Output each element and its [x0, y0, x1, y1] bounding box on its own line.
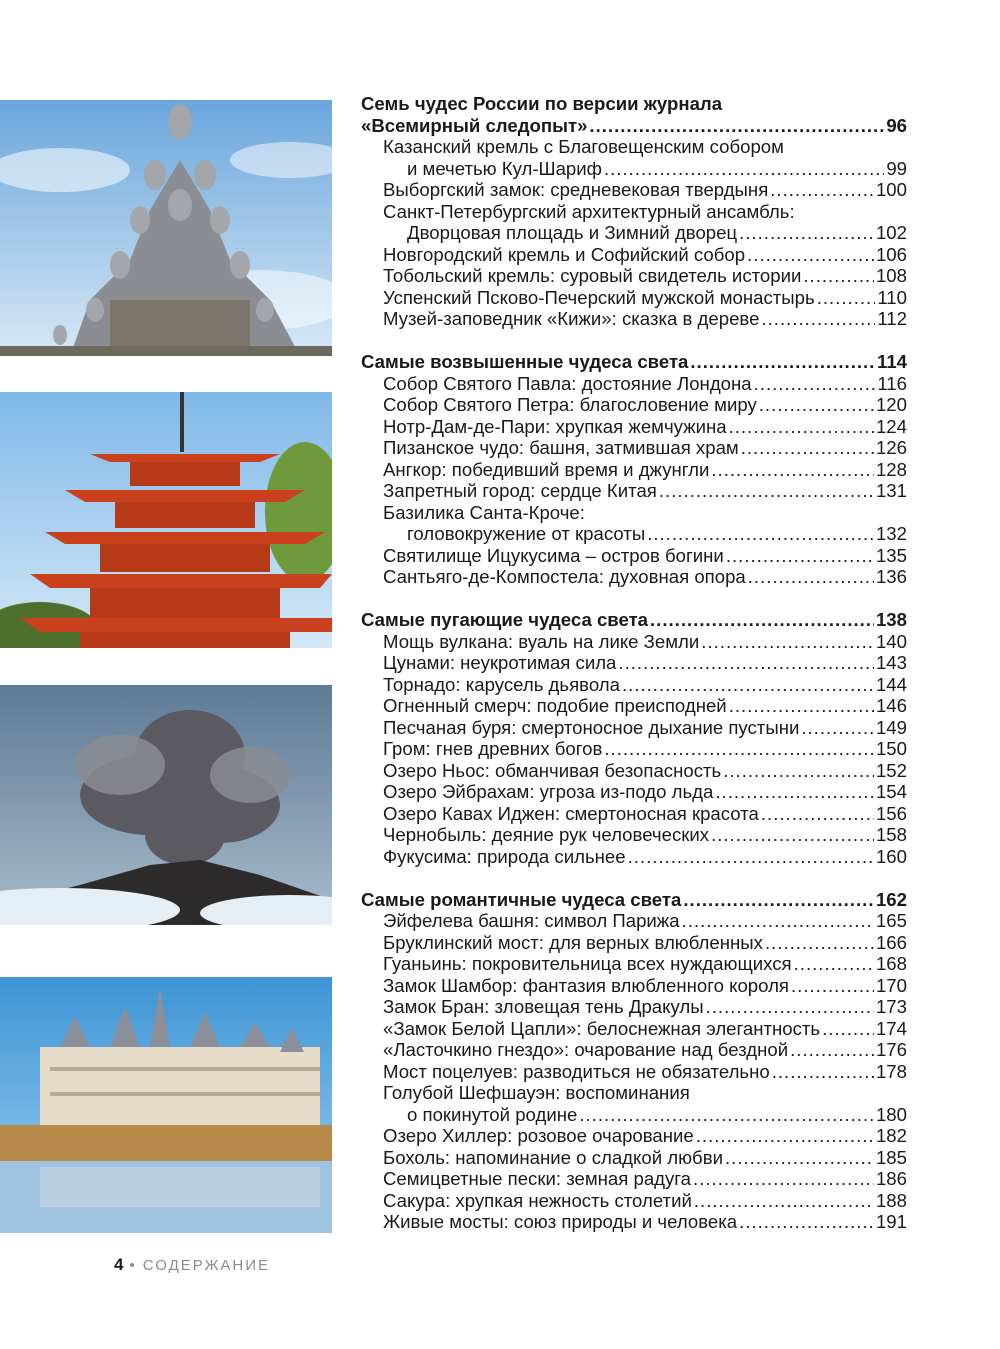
- entry-title-text: Чернобыль: деяние рук человеческих: [383, 824, 710, 845]
- entry-page-number: 128: [875, 458, 907, 480]
- table-of-contents: [361, 93, 907, 1254]
- entry-title-text: Тобольский кремль: суровый свидетель истории: [383, 265, 802, 286]
- entry-title-text: Собор Святого Петра: благословение миру: [383, 394, 757, 415]
- toc-entry[interactable]: [361, 1061, 907, 1083]
- entry-page-number: 178: [875, 1060, 907, 1082]
- entry-title-text: Базилика Санта-Кроче:: [383, 501, 585, 523]
- toc-entry[interactable]: [361, 459, 907, 481]
- entry-title-text: Запретный город: сердце Китая: [383, 480, 657, 501]
- entry-page-number: 143: [875, 652, 907, 673]
- dot-leader: [748, 566, 874, 588]
- dot-leader: [706, 996, 874, 1018]
- entry-title-line: [361, 136, 907, 158]
- section-page-number: 96: [886, 114, 907, 136]
- entry-page-number: 126: [875, 437, 907, 458]
- dot-leader: [723, 760, 874, 782]
- entry-title-text: Музей-заповедник «Кижи»: сказка в дереве: [383, 308, 760, 329]
- entry-page-number: 140: [875, 630, 907, 652]
- entry-page-number: 154: [875, 781, 907, 802]
- toc-entry[interactable]: [361, 394, 907, 416]
- entry-page-number: 120: [875, 394, 907, 415]
- toc-entry[interactable]: [361, 373, 907, 395]
- toc-entry[interactable]: [361, 287, 907, 309]
- dot-leader: [711, 459, 874, 481]
- section-page-number: 114: [877, 351, 907, 372]
- dot-leader: [739, 1211, 874, 1233]
- footer-bullet: •: [129, 1257, 137, 1274]
- dot-leader: [622, 674, 874, 696]
- entry-page-number: 168: [875, 953, 907, 974]
- entry-title-text: Замок Бран: зловещая тень Дракулы: [383, 996, 704, 1017]
- entry-page-number: 102: [875, 222, 907, 243]
- dot-leader: [729, 695, 874, 717]
- entry-title-text: «Замок Белой Цапли»: белоснежная элегантность: [383, 1017, 821, 1039]
- dot-leader: [701, 631, 874, 653]
- entry-title-text: Семицветные пески: земная радуга: [383, 1168, 692, 1189]
- dot-leader: [659, 480, 874, 502]
- dot-leader: [770, 179, 874, 201]
- toc-entry[interactable]: [361, 824, 907, 846]
- section-title-text: Самые возвышенные чудеса света: [361, 351, 689, 372]
- dot-leader: [604, 158, 884, 180]
- entry-title-text: Живые мосты: союз природы и человека: [383, 1211, 738, 1232]
- entry-title-text: Торнадо: карусель дьявола: [383, 673, 620, 695]
- toc-entry[interactable]: [361, 1147, 907, 1169]
- entry-title-text: Огненный смерч: подобие преисподней: [383, 695, 727, 716]
- toc-entry[interactable]: [361, 932, 907, 954]
- dot-leader: [628, 846, 874, 868]
- entry-page-number: 116: [877, 372, 907, 394]
- entry-page-number: 170: [875, 974, 907, 996]
- toc-entry[interactable]: [361, 308, 907, 330]
- dot-leader: [725, 1147, 874, 1169]
- entry-title-text: Цунами: неукротимая сила: [383, 652, 617, 673]
- entry-title-text: Озеро Ньос: обманчивая безопасность: [383, 759, 722, 781]
- section-title-text: Самые пугающие чудеса света: [361, 609, 649, 630]
- photo-volcano: [0, 685, 332, 925]
- entry-title-text: Озеро Хиллер: розовое очарование: [383, 1125, 694, 1146]
- toc-entry[interactable]: [361, 1104, 907, 1126]
- section-title-text: «Всемирный следопыт»: [361, 114, 588, 136]
- entry-title-text: Эйфелева башня: символ Парижа: [383, 910, 680, 931]
- dot-leader: [693, 1168, 874, 1190]
- entry-title-text: Гуаньинь: покровительница всех нуждающихся: [383, 953, 792, 974]
- entry-page-number: 176: [875, 1039, 907, 1060]
- dot-leader: [801, 717, 874, 739]
- dot-leader: [803, 265, 874, 287]
- dot-leader: [715, 781, 874, 803]
- toc-entry[interactable]: [361, 480, 907, 502]
- photo-kizhi-church: [0, 100, 332, 356]
- toc-entry[interactable]: [361, 631, 907, 653]
- toc-entry[interactable]: [361, 1018, 907, 1040]
- dot-leader: [772, 1061, 874, 1083]
- footer-label: СОДЕРЖАНИЕ: [142, 1257, 271, 1274]
- toc-section: [361, 351, 907, 588]
- toc-entry[interactable]: [361, 1125, 907, 1147]
- entry-title-text: Гром: гнев древних богов: [383, 738, 603, 759]
- photo-chambord-castle: [0, 977, 332, 1233]
- dot-leader: [794, 953, 874, 975]
- entry-title-line: [361, 502, 907, 524]
- toc-entry[interactable]: [361, 244, 907, 266]
- dot-leader: [696, 1125, 874, 1147]
- section-title[interactable]: [361, 609, 907, 631]
- section-title[interactable]: [361, 115, 907, 137]
- entry-page-number: 144: [875, 673, 907, 695]
- toc-entry[interactable]: [361, 652, 907, 674]
- dot-leader: [754, 373, 876, 395]
- section-page-number: 162: [875, 888, 907, 910]
- entry-title-text: Мощь вулкана: вуаль на лике Земли: [383, 630, 700, 652]
- entry-page-number: 99: [886, 157, 907, 179]
- entry-title-text: Нотр-Дам-де-Пари: хрупкая жемчужина: [383, 415, 727, 437]
- entry-title-text: Сакура: хрупкая нежность столетий: [383, 1189, 692, 1211]
- dot-leader: [682, 910, 874, 932]
- photo-pagoda: [0, 392, 332, 648]
- dot-leader: [729, 416, 874, 438]
- dot-leader: [690, 351, 875, 373]
- entry-title-text: о покинутой родине: [407, 1103, 578, 1125]
- entry-page-number: 149: [875, 716, 907, 738]
- toc-entry[interactable]: [361, 437, 907, 459]
- dot-leader: [726, 545, 874, 567]
- toc-section: [361, 889, 907, 1233]
- entry-page-number: 132: [875, 523, 907, 544]
- entry-title-text: Ангкор: победивший время и джунгли: [383, 458, 710, 480]
- toc-entry[interactable]: [361, 803, 907, 825]
- entry-title-text: Замок Шамбор: фантазия влюбленного короля: [383, 974, 789, 996]
- entry-page-number: 135: [875, 544, 907, 566]
- toc-entry[interactable]: [361, 717, 907, 739]
- entry-page-number: 124: [875, 415, 907, 437]
- page-footer: [114, 1255, 270, 1275]
- entry-page-number: 146: [875, 695, 907, 716]
- entry-title-text: Пизанское чудо: башня, затмившая храм: [383, 437, 739, 458]
- entry-title-text: Песчаная буря: смертоносное дыхание пустыни: [383, 716, 800, 738]
- toc-entry[interactable]: [361, 179, 907, 201]
- entry-title-text: Бохоль: напоминание о сладкой любви: [383, 1146, 723, 1168]
- entry-title-text: головокружение от красоты: [407, 523, 646, 544]
- dot-leader: [791, 975, 874, 997]
- dot-leader: [741, 437, 874, 459]
- entry-page-number: 186: [875, 1168, 907, 1189]
- toc-section: [361, 609, 907, 867]
- entry-title-text: Сантьяго-де-Компостела: духовная опора: [383, 566, 746, 587]
- entry-title-text: Выборгский замок: средневековая твердыня: [383, 179, 769, 200]
- toc-entry[interactable]: [361, 1039, 907, 1061]
- toc-entry[interactable]: [361, 523, 907, 545]
- toc-entry[interactable]: [361, 975, 907, 997]
- dot-leader: [765, 932, 874, 954]
- entry-title-text: Фукусима: природа сильнее: [383, 845, 626, 867]
- section-title-text: Самые романтичные чудеса света: [361, 888, 682, 910]
- dot-leader: [761, 308, 875, 330]
- entry-title-text: Казанский кремль с Благовещенским собором: [383, 136, 784, 157]
- toc-entry[interactable]: [361, 265, 907, 287]
- entry-title-text: Собор Святого Павла: достояние Лондона: [383, 372, 752, 394]
- toc-entry[interactable]: [361, 1168, 907, 1190]
- dot-leader: [579, 1104, 874, 1126]
- entry-page-number: 100: [875, 179, 907, 200]
- entry-page-number: 112: [877, 308, 907, 329]
- dot-leader: [683, 889, 874, 911]
- entry-title-text: и мечетью Кул-Шариф: [407, 157, 602, 179]
- entry-page-number: 166: [875, 931, 907, 953]
- dot-leader: [711, 824, 874, 846]
- dot-leader: [650, 609, 874, 631]
- entry-title-text: Озеро Кавах Иджен: смертоносная красота: [383, 802, 759, 824]
- entry-page-number: 136: [875, 566, 907, 587]
- toc-entry[interactable]: [361, 1211, 907, 1233]
- dot-leader: [739, 222, 874, 244]
- entry-page-number: 182: [875, 1125, 907, 1146]
- toc-section: [361, 93, 907, 330]
- dot-leader: [747, 244, 874, 266]
- entry-page-number: 108: [875, 265, 907, 286]
- entry-title-text: Святилище Ицукусима – остров богини: [383, 544, 724, 566]
- dot-leader: [647, 523, 874, 545]
- dot-leader: [694, 1190, 874, 1212]
- entry-page-number: 191: [875, 1211, 907, 1232]
- toc-entry[interactable]: [361, 158, 907, 180]
- entry-page-number: 131: [875, 480, 907, 501]
- section-title-line: [361, 93, 907, 115]
- toc-entry[interactable]: [361, 760, 907, 782]
- section-title-text: Семь чудес России по версии журнала: [361, 93, 723, 114]
- toc-entry[interactable]: [361, 1190, 907, 1212]
- section-title[interactable]: [361, 889, 907, 911]
- entry-title-text: Успенский Псково-Печерский мужской монастырь: [383, 286, 815, 308]
- section-title[interactable]: [361, 351, 907, 373]
- dot-leader: [618, 652, 874, 674]
- toc-entry[interactable]: [361, 545, 907, 567]
- entry-page-number: 180: [875, 1103, 907, 1125]
- entry-title-line: [361, 201, 907, 223]
- entry-page-number: 185: [875, 1146, 907, 1168]
- entry-title-text: Дворцовая площадь и Зимний дворец: [407, 222, 738, 243]
- toc-entry[interactable]: [361, 222, 907, 244]
- toc-entry[interactable]: [361, 846, 907, 868]
- section-page-number: 138: [875, 609, 907, 630]
- entry-title-text: Голубой Шефшауэн: воспоминания: [383, 1082, 690, 1103]
- dot-leader: [761, 803, 874, 825]
- toc-entry[interactable]: [361, 953, 907, 975]
- entry-title-text: Санкт-Петербургский архитектурный ансамбль:: [383, 200, 795, 222]
- entry-page-number: 156: [875, 802, 907, 824]
- dot-leader: [822, 1018, 874, 1040]
- entry-page-number: 158: [875, 824, 907, 845]
- entry-page-number: 110: [877, 286, 907, 308]
- dot-leader: [589, 115, 884, 137]
- entry-page-number: 174: [875, 1017, 907, 1039]
- entry-title-text: Бруклинский мост: для верных влюбленных: [383, 931, 763, 953]
- dot-leader: [759, 394, 874, 416]
- toc-entry[interactable]: [361, 416, 907, 438]
- toc-entry[interactable]: [361, 695, 907, 717]
- toc-entry[interactable]: [361, 738, 907, 760]
- toc-entry[interactable]: [361, 566, 907, 588]
- toc-entry[interactable]: [361, 781, 907, 803]
- dot-leader: [817, 287, 876, 309]
- entry-page-number: 150: [875, 738, 907, 759]
- entry-title-text: «Ласточкино гнездо»: очарование над бездной: [383, 1039, 789, 1060]
- toc-entry[interactable]: [361, 910, 907, 932]
- page-number: 4: [114, 1255, 124, 1274]
- entry-title-text: Мост поцелуев: разводиться не обязательно: [383, 1060, 770, 1082]
- entry-page-number: 173: [875, 996, 907, 1017]
- entry-page-number: 188: [875, 1189, 907, 1211]
- entry-page-number: 165: [875, 910, 907, 931]
- entry-page-number: 152: [875, 759, 907, 781]
- entry-title-line: [361, 1082, 907, 1104]
- toc-entry[interactable]: [361, 674, 907, 696]
- entry-page-number: 106: [875, 243, 907, 265]
- entry-title-text: Новгородский кремль и Софийский собор: [383, 243, 746, 265]
- entry-page-number: 160: [875, 845, 907, 867]
- dot-leader: [790, 1039, 874, 1061]
- entry-title-text: Озеро Эйбрахам: угроза из-подо льда: [383, 781, 714, 802]
- toc-entry[interactable]: [361, 996, 907, 1018]
- dot-leader: [604, 738, 874, 760]
